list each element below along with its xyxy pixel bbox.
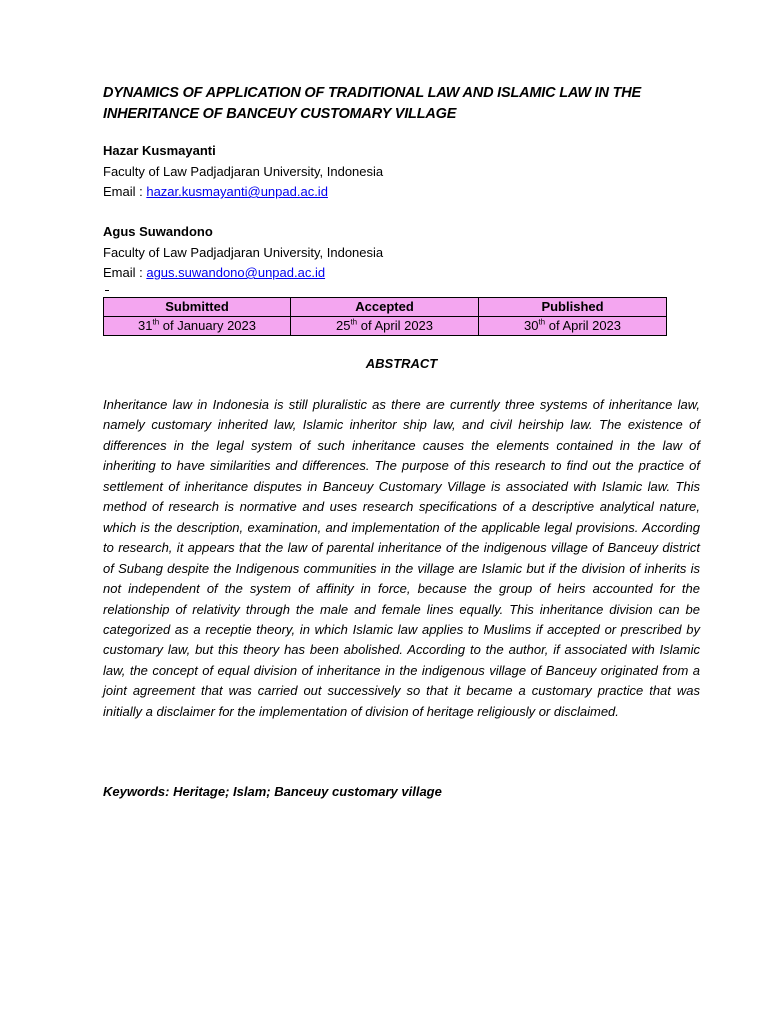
- accepted-date: 25th of April 2023: [291, 317, 479, 336]
- email-label: Email :: [103, 265, 147, 280]
- table-header-row: [104, 298, 667, 317]
- author-email-line: [103, 182, 700, 203]
- paper-title: DYNAMICS OF APPLICATION OF TRADITIONAL LAW AND ISLAMIC LAW IN THE INHERITANCE OF BANCEUY CUSTOMARY VILLAGE: [103, 85, 641, 122]
- author-email-link[interactable]: agus.suwandono@unpad.ac.id: [146, 265, 326, 280]
- header-accepted: Accepted: [291, 298, 479, 317]
- stray-mark: [105, 290, 109, 291]
- author-block-1: [103, 141, 700, 203]
- abstract-heading: ABSTRACT: [365, 356, 438, 371]
- submitted-date: 31th of January 2023: [104, 317, 291, 336]
- dates-table: [103, 297, 667, 336]
- author-block-2: [103, 222, 700, 284]
- table-row: [104, 317, 667, 336]
- author-affiliation: Faculty of Law Padjadjaran University, Indonesia: [103, 244, 384, 260]
- header-submitted: Submitted: [104, 298, 291, 317]
- author-email-line: [103, 263, 700, 284]
- author-affiliation: Faculty of Law Padjadjaran University, Indonesia: [103, 163, 384, 179]
- abstract-text: Inheritance law in Indonesia is still pluralistic as there are currently three systems of inheritance law, namely customary inherited law, Islamic inheritor ship law, and civil heirship law. The existence of differences in the legal system of such inheritance causes the elements contained in the law of inheriting to have similarities and differences. The purpose of this research to find out the practice of settlement of inheritance disputes in Banceuy Customary Village is associated with Islamic law. This method of research is normative and uses research specifications of a descriptive analytical nature, which is the description, examination, and implementation of the applicable legal provisions. According to research, it appears that the law of parental inheritance of the indigenous village of Banceuy district of Subang despite the Indigenous communities in the village are Islamic but if the division of inherits is not independent of the system of affinity in force, because the group of heirs accounted for the relationship of relativity through the male and female lines equally. This inheritance division can be categorized as a receptie theory, in which Islamic law applies to Muslims if accepted or prescribed by customary law, but this theory has been abolished. According to the author, if associated with Islamic law, the concept of equal division of inheritance in the indigenous village of Banceuy originated from a joint agreement that was carried out successively so that it became a customary practice that was initially a disclaimer for the implementation of division of heritage religiously or disclaimed.: [103, 397, 700, 719]
- author-name: Hazar Kusmayanti: [103, 143, 216, 158]
- header-published: Published: [479, 298, 667, 317]
- author-name: Agus Suwandono: [103, 224, 213, 239]
- email-label: Email :: [103, 184, 147, 199]
- published-date: 30th of April 2023: [479, 317, 667, 336]
- keywords: Keywords: Heritage; Islam; Banceuy customary village: [103, 784, 442, 799]
- author-email-link[interactable]: hazar.kusmayanti@unpad.ac.id: [146, 184, 328, 199]
